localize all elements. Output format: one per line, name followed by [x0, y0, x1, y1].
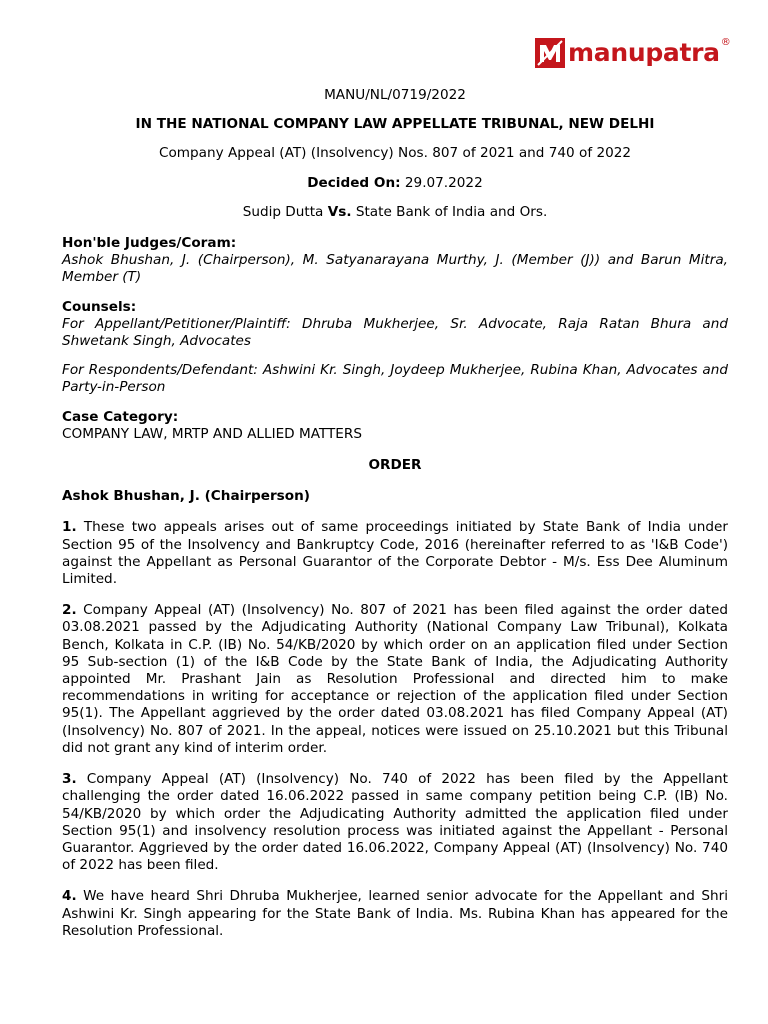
paragraph-number: 3. [62, 771, 77, 788]
paragraph-3 [62, 771, 728, 874]
appeal-number: Company Appeal (AT) (Insolvency) Nos. 807 of 2021 and 740 of 2022 [158, 145, 632, 162]
brand-name: manupatra [568, 38, 720, 68]
party-appellant: Sudip Dutta [242, 203, 324, 220]
category-label: Case Category: [62, 408, 179, 425]
citation: MANU/NL/0719/2022 [324, 87, 466, 103]
decided-label: Decided On: [307, 174, 401, 191]
versus: Vs. [327, 203, 352, 220]
paragraph-text: Company Appeal (AT) (Insolvency) No. 740 of 2022 has been filed by the Appellant challenging the order dated 16.06.2022 passed in same company petition being C.P. (IB) No. 54/KB/2020 by which order the Adjudicating Authority admitted the application filed under Section 95(1) and insolvency resolution process was initiated against the Appellant - Personal Guarantor. Aggrieved by the order dated 16.06.2022, Company Appeal (AT) (Insolvency) No. 740 of 2022 has been filed. [62, 771, 728, 874]
paragraph-number: 1. [62, 519, 77, 536]
court-name: IN THE NATIONAL COMPANY LAW APPELLATE TRIBUNAL, NEW DELHI [135, 116, 655, 133]
judges-label: Hon'ble Judges/Coram: [62, 235, 237, 252]
counsels-label: Counsels: [62, 298, 137, 315]
parties [62, 204, 728, 221]
manupatra-logo-icon [535, 38, 565, 68]
paragraph-number: 2. [62, 602, 77, 619]
paragraph-1 [62, 519, 728, 588]
order-author: Ashok Bhushan, J. (Chairperson) [62, 488, 310, 505]
paragraph-4 [62, 888, 728, 940]
counsel-appellant: For Appellant/Petitioner/Plaintiff: Dhruba Mukherjee, Sr. Advocate, Raja Ratan Bhura and Shwetank Singh, Advocates [62, 315, 728, 350]
paragraph-text: Company Appeal (AT) (Insolvency) No. 807 of 2021 has been filed against the order dated 03.08.2021 passed by the Adjudicating Authority (National Company Law Tribunal), Kolkata Bench, Kolkata in C.P. (IB) No. 54/KB/2020 by which order on an application filed under Section 95 Sub-section (1) of the I&B Code by the State Bank of India, the Adjudicating Authority appointed Mr. Prashant Jain as Resolution Professional and directed him to make recommendations in writing for acceptance or rejection of the application filed under Section 95(1). The Appellant aggrieved by the order dated 03.08.2021 has filed Company Appeal (AT) (Insolvency) No. 807 of 2021. In the appeal, notices were issued on 25.10.2021 but this Tribunal did not grant any kind of interim order. [62, 602, 728, 756]
counsels-section [62, 299, 728, 397]
party-respondent: State Bank of India and Ors. [355, 203, 548, 220]
paragraph-number: 4. [62, 888, 77, 905]
counsel-respondent: For Respondents/Defendant: Ashwini Kr. Singh, Joydeep Mukherjee, Rubina Khan, Advocates and Party-in-Person [62, 362, 728, 396]
category-section [62, 409, 728, 443]
registered-mark: ® [720, 37, 731, 49]
manupatra-logo [535, 33, 731, 73]
category-value: COMPANY LAW, MRTP AND ALLIED MATTERS [62, 425, 362, 442]
judges-text: Ashok Bhushan, J. (Chairperson), M. Satyanarayana Murthy, J. (Member (J)) and Barun Mitra, Member (T) [62, 252, 728, 286]
paragraph-2 [62, 602, 728, 757]
document-body [62, 87, 728, 954]
paragraph-text: We have heard Shri Dhruba Mukherjee, learned senior advocate for the Appellant and Shri Ashwini Kr. Singh appearing for the State Bank of India. Ms. Rubina Khan has appeared for the Resolution Professional. [62, 888, 728, 939]
decided-on [62, 175, 728, 192]
paragraph-text: These two appeals arises out of same proceedings initiated by State Bank of India under Section 95 of the Insolvency and Bankruptcy Code, 2016 (hereinafter referred to as 'I&B Code') against the Appellant as Personal Guarantor of the Corporate Debtor - M/s. Ess Dee Aluminum Limited. [62, 519, 728, 588]
judges-section [62, 235, 728, 287]
order-title: ORDER [368, 457, 422, 474]
decided-date: 29.07.2022 [404, 174, 483, 191]
